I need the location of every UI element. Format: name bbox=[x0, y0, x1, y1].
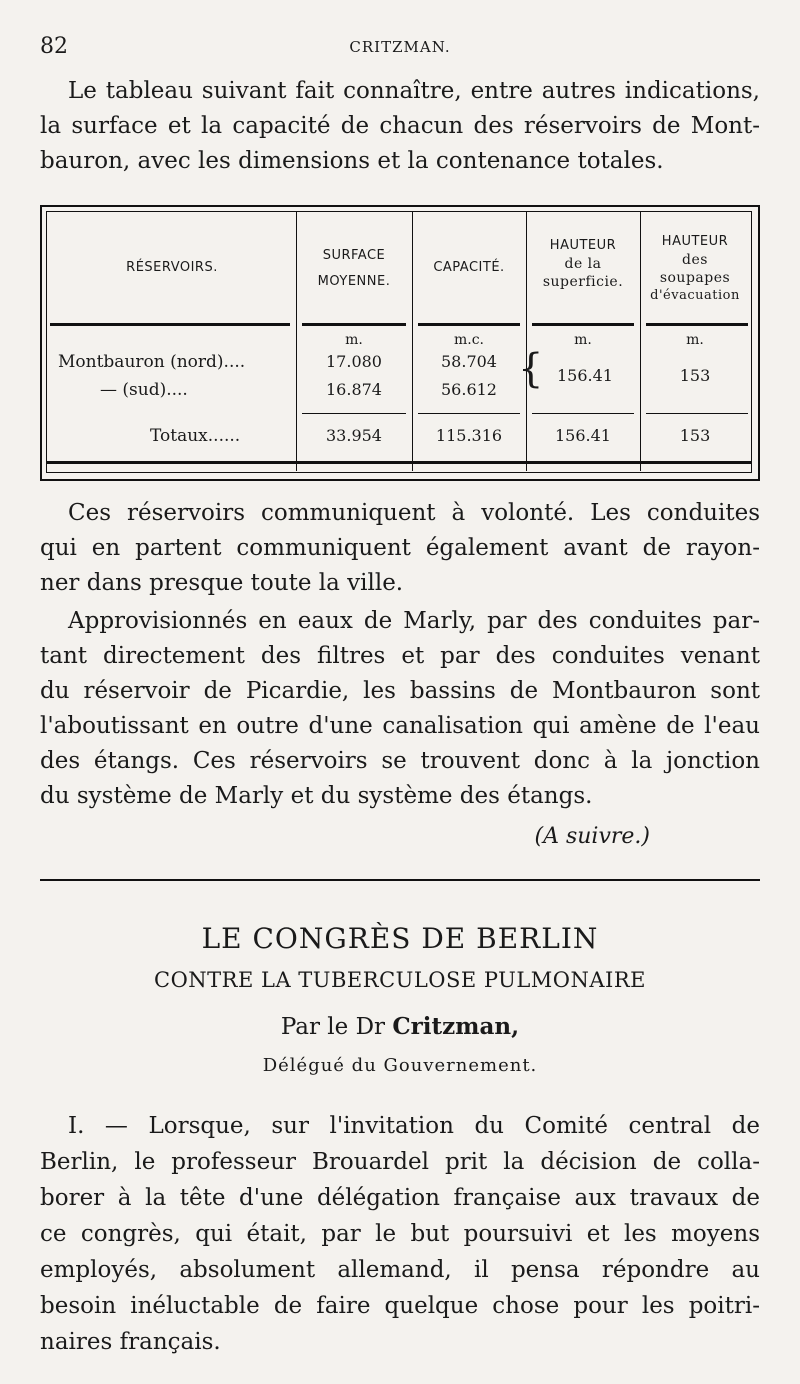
header-hauteur-soupapes bbox=[642, 233, 748, 305]
totals-capacite: 115.316 bbox=[435, 426, 503, 445]
text-line: du système de Marly et du système des étangs. bbox=[40, 783, 593, 809]
unit-surface: m. bbox=[345, 332, 363, 348]
header-rule bbox=[302, 323, 406, 326]
text-line: ce congrès, qui était, par le but poursuivi et les moyens bbox=[40, 1221, 760, 1247]
totals-rule bbox=[418, 413, 520, 414]
text-line: besoin inéluctable de faire quelque chose pour les poitri- bbox=[40, 1293, 760, 1319]
unit-hauteur-soupapes: m. bbox=[686, 332, 704, 348]
section-separator bbox=[40, 879, 760, 881]
row-surface: 16.874 bbox=[326, 380, 382, 399]
article-subtitle: CONTRE LA TUBERCULOSE PULMONAIRE bbox=[154, 968, 646, 992]
row-name: Montbauron (nord).... bbox=[58, 352, 246, 372]
header-line: d'évacuation bbox=[650, 288, 740, 303]
row-capacite: 56.612 bbox=[441, 380, 497, 399]
header-rule bbox=[646, 323, 748, 326]
header-line: de la bbox=[564, 256, 602, 272]
header-hauteur-superficie bbox=[528, 237, 638, 291]
text-line: qui en partent communiquent également avant de rayon- bbox=[40, 535, 760, 561]
text-line: l'aboutissant en outre d'une canalisation qui amène de l'eau bbox=[40, 713, 760, 739]
totals-label: Totaux...... bbox=[150, 426, 241, 446]
paragraph bbox=[40, 1108, 760, 1360]
text-line: employés, absolument allemand, il pensa répondre au bbox=[40, 1257, 760, 1283]
column-divider bbox=[526, 211, 527, 471]
text-line: Ces réservoirs communiquent à volonté. Les conduites bbox=[68, 500, 760, 526]
text-line: du réservoir de Picardie, les bassins de Montbauron sont bbox=[40, 678, 760, 704]
text-line: naires français. bbox=[40, 1329, 221, 1355]
header-line: HAUTEUR bbox=[661, 234, 729, 249]
brace-icon: { bbox=[518, 346, 544, 392]
row-surface: 17.080 bbox=[326, 352, 382, 371]
running-title: CRITZMAN. bbox=[349, 38, 451, 56]
text-line: Le tableau suivant fait connaître, entre autres indications, bbox=[68, 78, 760, 104]
text-line: ner dans presque toute la ville. bbox=[40, 570, 404, 596]
text-line: borer à la tête d'une délégation française aux travaux de bbox=[40, 1185, 760, 1211]
unit-capacite: m.c. bbox=[453, 332, 485, 348]
text-line: Approvisionnés en eaux de Marly, par des conduites par- bbox=[68, 608, 760, 634]
author-role: Délégué du Gouvernement. bbox=[262, 1055, 538, 1076]
header-surface bbox=[298, 247, 410, 291]
header-line: SURFACE bbox=[322, 248, 386, 263]
totals-rule bbox=[532, 413, 634, 414]
header-line: superficie. bbox=[542, 274, 624, 290]
author-prefix: Par le Dr bbox=[280, 1014, 386, 1040]
row-name: — (sud).... bbox=[100, 380, 188, 400]
header-line: MOYENNE. bbox=[317, 274, 391, 289]
totals-surface: 33.954 bbox=[326, 426, 382, 445]
text-line: bauron, avec les dimensions et la contenance totales. bbox=[40, 148, 664, 174]
text-line: I. — Lorsque, sur l'invitation du Comité central de bbox=[68, 1113, 760, 1139]
header-reservoirs: RÉSERVOIRS. bbox=[126, 260, 218, 275]
author-name: Critzman, bbox=[392, 1013, 520, 1040]
totals-hauteur-superficie: 156.41 bbox=[555, 426, 611, 445]
merged-hauteur-soupapes: 153 bbox=[679, 366, 711, 385]
header-line: soupapes bbox=[659, 270, 731, 286]
text-line: la surface et la capacité de chacun des réservoirs de Mont- bbox=[40, 113, 760, 139]
merged-hauteur-superficie: 156.41 bbox=[557, 366, 613, 385]
totals-rule bbox=[302, 413, 406, 414]
totals-hauteur-soupapes: 153 bbox=[679, 426, 711, 445]
totals-rule bbox=[646, 413, 748, 414]
header-line: des bbox=[682, 252, 708, 268]
intro-paragraph bbox=[40, 74, 760, 179]
text-line: Berlin, le professeur Brouardel prit la décision de colla- bbox=[40, 1149, 760, 1175]
page-number: 82 bbox=[40, 34, 68, 59]
column-divider bbox=[412, 211, 413, 471]
reservoir-table bbox=[40, 205, 760, 485]
header-capacite: CAPACITÉ. bbox=[433, 260, 505, 275]
paragraph bbox=[40, 604, 760, 814]
text-line: tant directement des filtres et par des conduites venant bbox=[40, 643, 760, 669]
header-line: HAUTEUR bbox=[549, 238, 617, 253]
article-author bbox=[0, 1013, 800, 1040]
page-header bbox=[40, 34, 760, 62]
column-divider bbox=[296, 211, 297, 471]
unit-hauteur-superficie: m. bbox=[574, 332, 592, 348]
column-divider bbox=[640, 211, 641, 471]
header-rule bbox=[418, 323, 520, 326]
a-suivre: (A suivre.) bbox=[534, 824, 650, 849]
article-title: LE CONGRÈS DE BERLIN bbox=[201, 922, 599, 955]
text-line: des étangs. Ces réservoirs se trouvent donc à la jonction bbox=[40, 748, 760, 774]
bottom-rule bbox=[46, 461, 752, 464]
header-rule bbox=[50, 323, 290, 326]
row-capacite: 58.704 bbox=[441, 352, 497, 371]
paragraph bbox=[40, 496, 760, 601]
header-rule bbox=[532, 323, 634, 326]
